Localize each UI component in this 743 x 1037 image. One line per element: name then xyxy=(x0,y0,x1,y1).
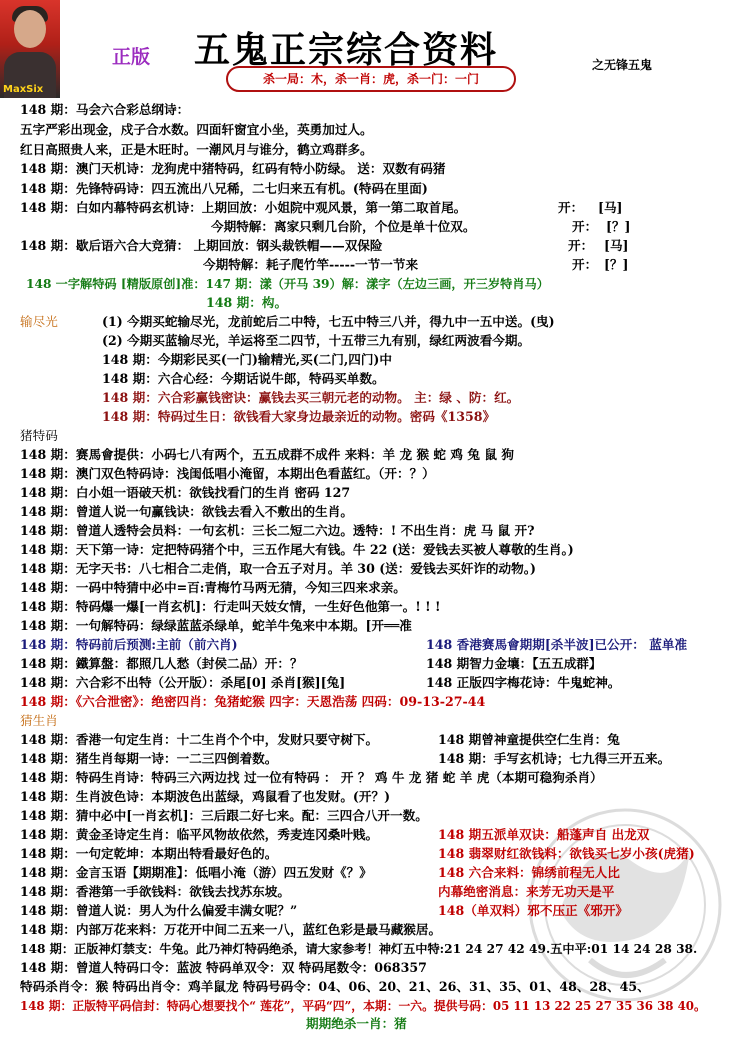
text-line: 今期特解：离家只剩几台阶，个位是单十位双。 xyxy=(211,219,476,234)
text-line: 148 期：天下第一诗：定把特码猪个中，三五作尾大有钱。牛 22 (送：爱钱去买被人尊敬的生肖。) xyxy=(20,542,574,557)
text-line: 148 期：正版特平码信封：特码心想要找个“ 莲花”，平码“四”，本期：一六。提供号码：05 11 13 22 25 27 35 36 38 40。 xyxy=(20,999,706,1013)
text-line: 148 期：生肖波色诗：本期波色出蓝绿，鸡鼠看了也发财。(开？) xyxy=(20,789,391,804)
text-line: 148 期：六合彩赢钱密诀：赢钱去买三朝元老的动物。 主：绿 、防：红。 xyxy=(102,390,520,405)
photo-watermark: MaxSix xyxy=(3,84,44,95)
text-line: (1) 今期买蛇输尽光，龙前蛇后二中特，七五中特三八并，得九中一五中送。(曳) xyxy=(102,314,555,329)
text-line: 红日高照贵人来，正是木旺时。一潮风月与谁分，鹤立鸡群多。 xyxy=(20,142,373,157)
text-line: 148 期：马会六合彩总纲诗： xyxy=(20,102,190,117)
text-line: 148 期：《六合泄密》：绝密四肖：兔猪蛇猴 四字：天恩浩荡 四码：09-13-27-44 xyxy=(20,694,486,709)
text-line: 148 一字解特码 [精版原创]准：147 期：漾（开马 39）解：漾字（左边三画，开三岁特肖马） xyxy=(26,277,549,291)
text-line: 148 期：香港第一手欲钱料：欲钱去找苏东坡。 xyxy=(20,884,290,899)
text-line: 148 期五派单双诀：船蓬声自 出龙双 xyxy=(438,827,650,842)
kill-banner: 杀一局：木，杀一肖：虎，杀一门：一门 xyxy=(226,66,516,92)
footer-line: 期期绝杀一肖：猪 xyxy=(306,1016,407,1031)
text-line: 148 期：特码前后预测:主前（前六肖) xyxy=(20,637,238,652)
text-line: 148 期：猜中必中[一肖玄机]：三后跟二好七来。配：三四合八开一数。 xyxy=(20,808,428,823)
text-line: 148 期：曾道人透特会员料：一句玄机：三长二短二六边。透特：! 不出生肖：虎 马 鼠 开? xyxy=(20,523,535,538)
open-label: 开： xyxy=(558,200,584,215)
text-line: 五字严彩出现金，戍子合水数。四面轩窗宜小坐，英勇加过人。 xyxy=(20,122,373,137)
text-line: 148 期曾神童提供空仁生肖：兔 xyxy=(438,732,620,747)
text-line: 148 期：黄金圣诗定生肖：临平风物故依然，秀麦连冈桑叶贱。 xyxy=(20,827,379,842)
author-photo xyxy=(0,0,60,98)
open-label: 开： xyxy=(572,219,598,234)
text-line: 148 期：先锋特码诗：四五流出八兄稀，二七归来五有机。(特码在里面) xyxy=(20,181,428,196)
open-value: [马] xyxy=(598,200,623,215)
open-value: [？] xyxy=(604,257,629,272)
text-line: 特码杀肖令：猴 特码出肖令：鸡羊鼠龙 特码号码令：04、06、20、21、26、31、35、01、48、28、45、 xyxy=(20,979,650,994)
open-value: [？] xyxy=(606,219,631,234)
open-label: 开： xyxy=(568,238,594,253)
text-line: 148 期：构。 xyxy=(206,295,288,310)
text-line: 148 期：白如内幕特码玄机诗：上期回放：小姐院中观风景，第一第二取首尾。 xyxy=(20,200,467,215)
text-line: 148 期：金言玉语【期期准】：低唱小淹（游）四五发财《？》 xyxy=(20,865,372,880)
text-line: 148 期：手写玄机诗；七九得三开五来。 xyxy=(438,751,671,766)
text-line: 148 期：一码中特猜中必中=百:青梅竹马两无猜，今知三四来求亲。 xyxy=(20,580,406,595)
text-line: 148 期：香港一句定生肖：十二生肖个个中，发财只要守树下。 xyxy=(20,732,379,747)
text-line: 148 期：曾道人说一句赢钱诀：欲钱去看入不敷出的生肖。 xyxy=(20,504,353,519)
text-line: 148 期：白小姐一语破天机：欲钱找看门的生肖 密码 127 xyxy=(20,485,351,500)
signature: 之无锋五鬼 xyxy=(592,58,653,72)
text-line: (2) 今期买蓝输尽光，羊运将至二四节，十五带三九有别，绿红两波看今期。 xyxy=(102,333,531,348)
text-line: 148 期：无字天书：八七相合二走俏，取一合五子对月。羊 30 (送：爱钱去买奸诈的动物。) xyxy=(20,561,536,576)
text-line: 148 期：今期彩民买(一门)输精光,买(二门,四门)中 xyxy=(102,352,392,367)
text-line: 148 期：特码爆一爆[一肖玄机]：行走叫天妓女情，一生好色他第一。! ! ! xyxy=(20,599,441,614)
text-line: 148（单双料）邪不压正《邪开》 xyxy=(438,903,629,918)
text-line: 148 期：六合心经：今期话说牛郎，特码买单数。 xyxy=(102,371,385,386)
text-line: 148 期：一句定乾坤：本期出特看最好色的。 xyxy=(20,846,278,861)
open-label: 开： xyxy=(572,257,598,272)
text-line: 148 期：六合彩不出特（公开版）：杀尾[0] 杀肖[猴][兔] xyxy=(20,675,346,690)
text-line: 148 期智力金壤：【五五成群】 xyxy=(426,656,602,671)
section-heading: 猪特码 xyxy=(20,428,58,443)
text-line: 内幕绝密消息：来芳无功天是平 xyxy=(438,884,615,899)
text-line: 148 香港赛馬會期期[杀半波]已公开： 蓝单准 xyxy=(426,637,688,652)
text-line: 148 期：曾道人特码口令：蓝波 特码单双令：双 特码尾数令：068357 xyxy=(20,960,427,975)
text-line: 148 期：特码生肖诗：特码三六两边找 过一位有特码 ： 开 ？ 鸡 牛 龙 猪 蛇 羊 虎（本期可稳狗杀肖） xyxy=(20,770,603,785)
open-value: [马] xyxy=(604,238,629,253)
text-line: 148 期：赛馬會提供：小码七八有两个，五五成群不成件 来料：羊 龙 猴 蛇 鸡 兔 鼠 狗 xyxy=(20,447,514,462)
text-line: 148 期：澳门天机诗：龙狗虎中猪特码，红码有特小防绿。 送：双数有码猪 xyxy=(20,161,446,176)
text-line: 148 期：正版神灯禁支：牛兔。此乃神灯特码绝杀，请大家参考！神灯五中特:21 24 27 42 49.五中平:01 14 24 28 38. xyxy=(20,942,698,956)
text-line: 148 翡翠财红欲钱料：欲钱买七岁小孩(虎猪) xyxy=(438,846,695,861)
text-line: 148 正版四字梅花诗：牛鬼蛇神。 xyxy=(426,675,621,690)
section-heading: 猜生肖 xyxy=(20,713,58,728)
text-line: 148 期：歇后语六合大竞猜： 上期回放：钢头裁铁帽——双保险 xyxy=(20,238,383,253)
text-line: 148 六合来料：锦绣前程无人比 xyxy=(438,865,620,880)
text-line: 148 期：猪生肖每期一诗：一二三四倒着数。 xyxy=(20,751,278,766)
text-line: 148 期：特码过生日：欲钱看大家身边最亲近的动物。密码《1358》 xyxy=(102,409,496,424)
section-heading: 输尽光 xyxy=(20,314,58,329)
text-line: 148 期：一句解特码：绿绿蓝蓝杀绿单，蛇羊牛兔来中本期。[开══准 xyxy=(20,618,412,633)
edition-label: 正版 xyxy=(112,46,151,68)
text-line: 148 期：澳门双色特码诗：浅闺低唱小淹留，本期出色看蓝红。（开：？） xyxy=(20,466,435,481)
text-line: 148 期：曾道人说：男人为什么偏爱丰满女呢？” xyxy=(20,903,298,918)
page-title: 五鬼正宗综合资料 xyxy=(194,29,499,71)
text-line: 今期特解：耗子爬竹竿-----一节一节来 xyxy=(203,257,419,272)
text-line: 148 期：鐵算盤：都照几人愁（封侯二品）开：？ xyxy=(20,656,303,671)
text-line: 148 期：内部万花来料：万花开中间二五来一八，蓝红色彩是最马藏猴居。 xyxy=(20,922,442,937)
